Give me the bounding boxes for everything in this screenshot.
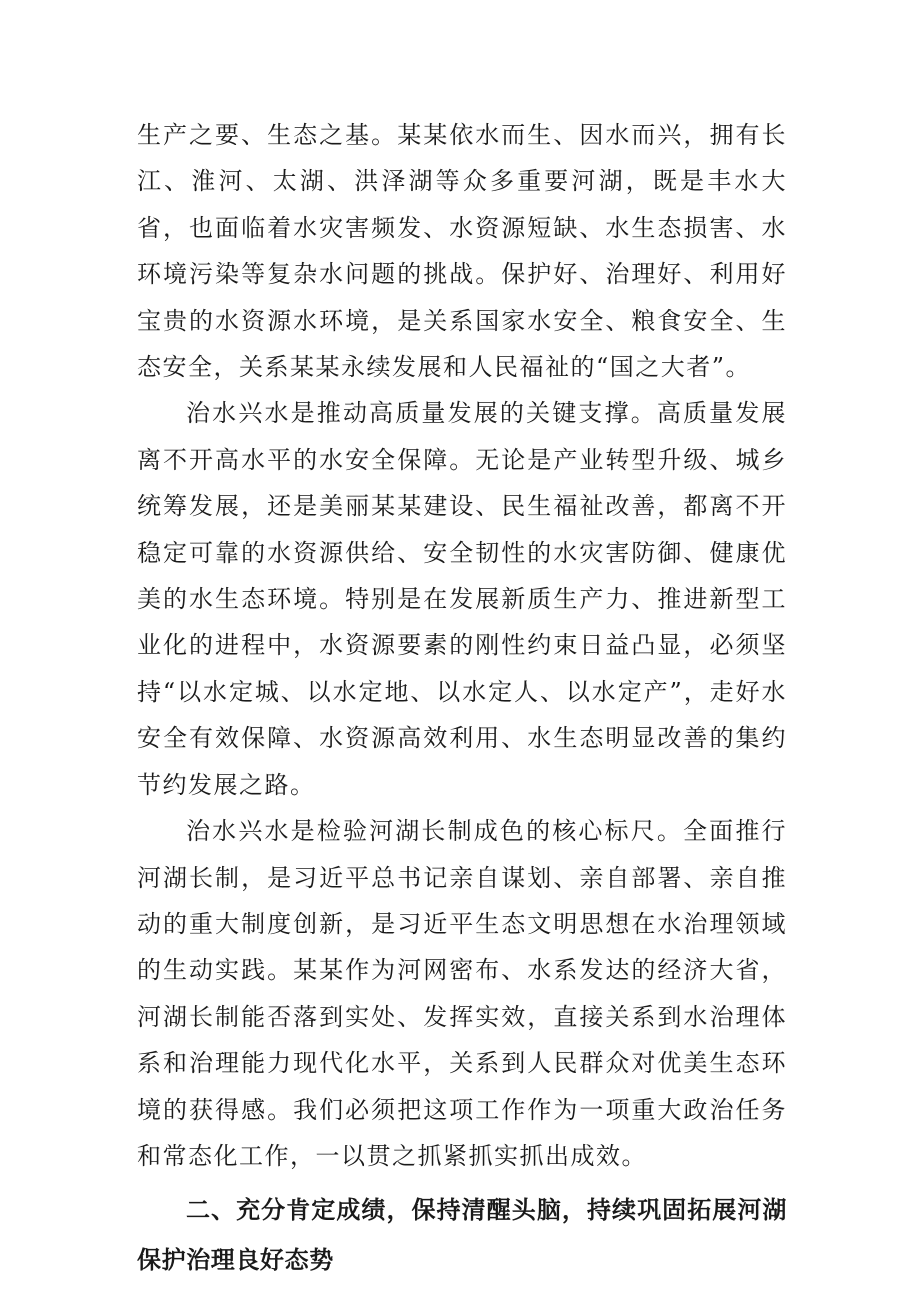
- paragraph-2: 治水兴水是推动高质量发展的关键支撑。高质量发展离不开高水平的水安全保障。无论是产业转型升级、城乡统筹发展，还是美丽某某建设、民生福祉改善，都离不开稳定可靠的水资源供给、安全韧性的水灾害防御、健康优美的水生态环境。特别是在发展新质生产力、推进新型工业化的进程中，水资源要素的刚性约束日益凸显，必须坚持“以水定城、以水定地、以水定人、以水定产”，走好水安全有效保障、水资源高效利用、水生态明显改善的集约节约发展之路。: [137, 399, 787, 799]
- section-heading: 二、充分肯定成绩，保持清醒头脑，持续巩固拓展河湖保护治理良好态势: [137, 1196, 787, 1275]
- paragraph-1: 生产之要、生态之基。某某依水而生、因水而兴，拥有长江、淮河、太湖、洪泽湖等众多重要河湖，既是丰水大省，也面临着水灾害频发、水资源短缺、水生态损害、水环境污染等复杂水问题的挑战。保护好、治理好、利用好宝贵的水资源水环境，是关系国家水安全、粮食安全、生态安全，关系某某永续发展和人民福祉的“国之大者”。: [137, 121, 787, 382]
- paragraph-3: 治水兴水是检验河湖长制成色的核心标尺。全面推行河湖长制，是习近平总书记亲自谋划、亲自部署、亲自推动的重大制度创新，是习近平生态文明思想在水治理领域的生动实践。某某作为河网密布、水系发达的经济大省，河湖长制能否落到实处、发挥实效，直接关系到水治理体系和治理能力现代化水平，关系到人民群众对优美生态环境的获得感。我们必须把这项工作作为一项重大政治任务和常态化工作，一以贯之抓紧抓实抓出成效。: [137, 817, 787, 1170]
- document-page: [137, 112, 787, 1285]
